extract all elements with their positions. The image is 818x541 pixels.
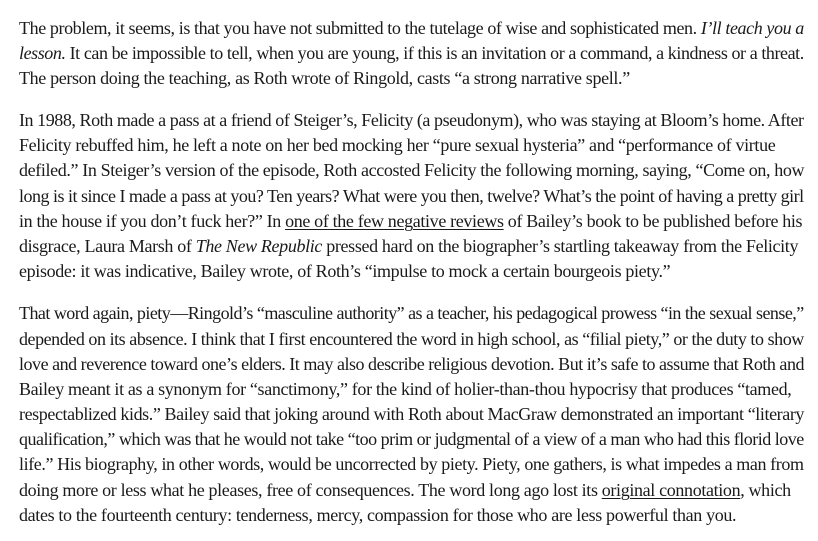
text-line xyxy=(19,478,791,503)
text-span: respectablized kids.” Bailey said that joking around with Roth about MacGraw demonstrated an important “literary xyxy=(19,404,805,424)
negative-reviews-link[interactable]: one of the few negative reviews xyxy=(285,211,504,231)
text-span: doing more or less what he pleases, free of consequences. The word long ago lost its xyxy=(19,480,602,500)
italic-text: lesson. xyxy=(19,43,66,63)
text-line xyxy=(19,377,791,402)
text-span: depended on its absence. I think that I first encountered the word in high school, as “filial piety,” or the duty to show xyxy=(19,329,804,349)
text-span: Bailey meant it as a synonym for “sanctimony,” for the kind of holier-than-thou hypocrisy that produces “tamed, xyxy=(19,379,792,399)
text-span: long is it since I made a pass at you? Ten years? What were you then, twelve? What’s the point of having a pretty girl xyxy=(19,186,804,206)
text-span: qualification,” which was that he would not take “too prim or judgmental of a view of a man who had this florid love xyxy=(19,429,804,449)
text-line xyxy=(19,352,804,377)
text-line xyxy=(19,184,804,209)
text-span: The problem, it seems, is that you have not submitted to the tutelage of wise and sophisticated men. xyxy=(19,18,701,38)
text-span: Felicity rebuffed him, he left a note on her bed mocking her “pure sexual hysteria” and “performance of virtue xyxy=(19,135,776,155)
italic-text: I’ll teach you a xyxy=(700,18,804,38)
text-line xyxy=(19,301,804,326)
text-line xyxy=(19,234,798,259)
text-span: In 1988, Roth made a pass at a friend of Steiger’s, Felicity (a pseudonym), who was staying at Bloom’s home. After xyxy=(19,110,804,130)
publication-title: The New Republic xyxy=(195,236,323,256)
text-line xyxy=(19,108,804,133)
text-span: episode: it was indicative, Bailey wrote, of Roth’s “impulse to mock a certain bourgeois piety.” xyxy=(19,261,671,281)
text-line xyxy=(19,402,804,427)
text-line xyxy=(19,503,736,528)
text-span: defiled.” In Steiger’s version of the episode, Roth accosted Felicity the following morning, saying, “Come on, how xyxy=(19,160,805,180)
text-span: That word again, piety—Ringold’s “masculine authority” as a teacher, his pedagogical prowess “in the sexual sense,” xyxy=(19,303,804,323)
text-line xyxy=(19,327,804,352)
text-span: in the house if you don’t fuck her?” In xyxy=(19,211,286,231)
text-span: of Bailey’s book to be published before his xyxy=(503,211,803,231)
text-line xyxy=(19,66,630,91)
text-line xyxy=(19,427,804,452)
text-line xyxy=(19,158,804,183)
original-connotation-link[interactable]: original connotation xyxy=(601,480,741,500)
text-span: , which xyxy=(740,480,791,500)
text-line xyxy=(19,209,802,234)
text-line xyxy=(19,133,775,158)
text-line xyxy=(19,16,804,41)
text-span: disgrace, Laura Marsh of xyxy=(19,236,196,256)
text-span: The person doing the teaching, as Roth wrote of Ringold, casts “a strong narrative spell.” xyxy=(19,68,630,88)
text-line xyxy=(19,41,804,66)
text-span: pressed hard on the biographer’s startling takeaway from the Felicity xyxy=(322,236,799,256)
text-line xyxy=(19,259,670,284)
text-line xyxy=(19,452,804,477)
text-span: life.” His biography, in other words, would be uncorrected by piety. Piety, one gathers, is what impedes a man from xyxy=(19,454,804,474)
text-span: love and reverence toward one’s elders. It may also describe religious devotion. But it’s safe to assume that Roth and xyxy=(19,354,804,374)
text-span: dates to the fourteenth century: tenderness, mercy, compassion for those who are less powerful than you. xyxy=(19,505,737,525)
text-span: It can be impossible to tell, when you are young, if this is an invitation or a command, a kindness or a threat. xyxy=(65,43,804,63)
